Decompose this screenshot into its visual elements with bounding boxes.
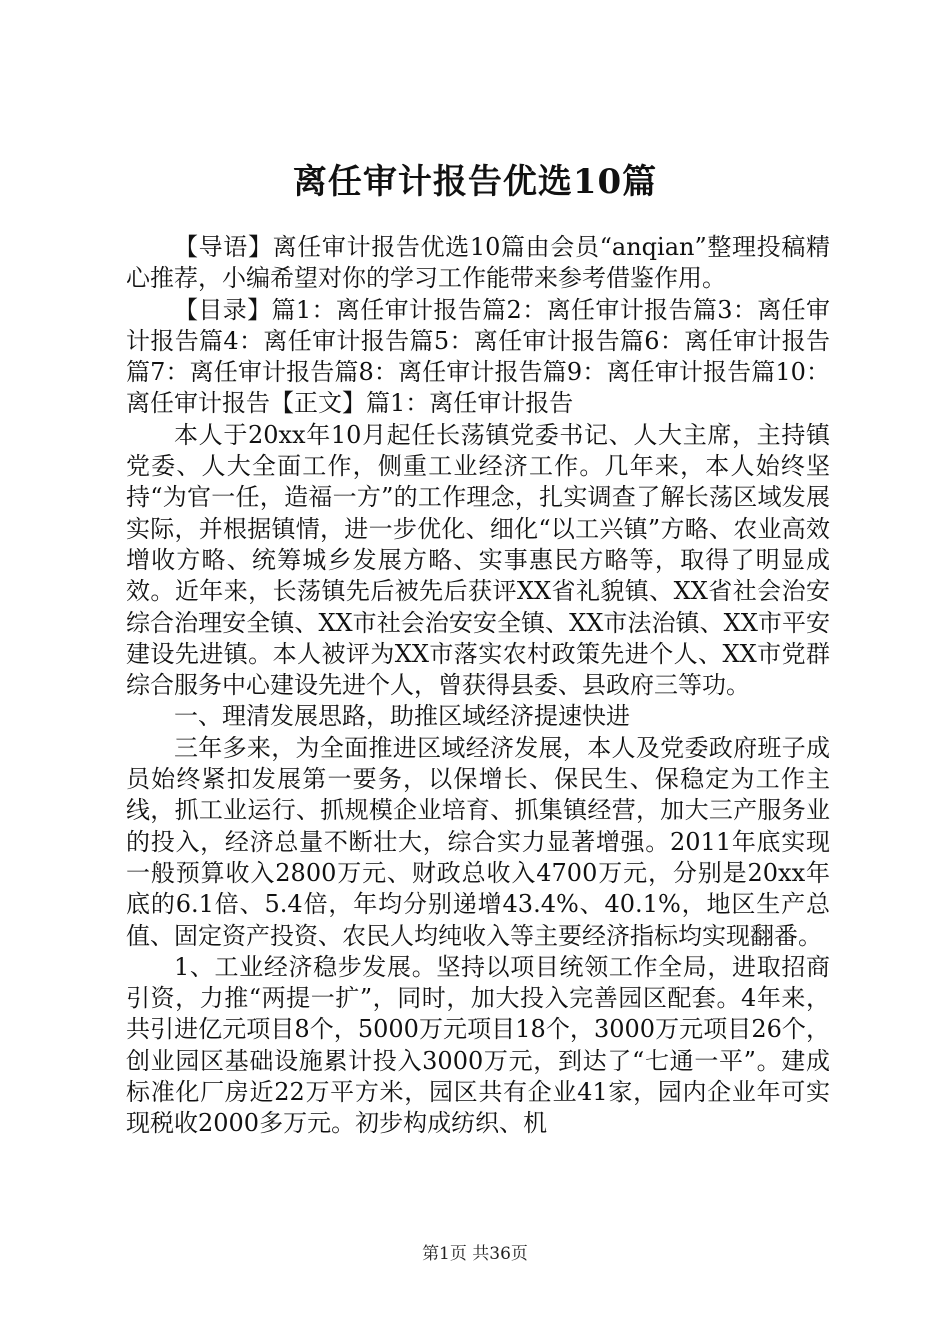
document-title: 离任审计报告优选10篇	[292, 162, 658, 202]
section-heading: 一、理清发展思路，助推区域经济提速快进	[174, 702, 630, 731]
body-paragraph: 1、工业经济稳步发展。坚持以项目统领工作全局，进取招商引资，力推“两提一扩”，同时，加大投入完善园区配套。4年来，共引进亿元项目8个，5000万元项目18个，3000万元项目26个，创业园区基础设施累计投入3000万元，到达了“七通一平”。建成标准化厂房近22万平方米，园区共有企业41家，园内企业年可实现税收2000多万元。初步构成纺织、机	[126, 952, 830, 1138]
intro-paragraph: 【导语】离任审计报告优选10篇由会员“anqian”整理投稿精心推荐，小编希望对你的学习工作能带来参考借鉴作用。	[126, 233, 830, 293]
body-paragraph: 三年多来，为全面推进区域经济发展，本人及党委政府班子成员始终紧扣发展第一要务，以保增长、保民生、保稳定为工作主线，抓工业运行、抓规模企业培育、抓集镇经营，加大三产服务业的投入，经济总量不断壮大，综合实力显著增强。2011年底实现一般预算收入2800万元、财政总收入4700万元，分别是20xx年底的6.1倍、5.4倍，年均分别递增43.4%、40.1%，地区生产总值、固定资产投资、农民人均纯收入等主要经济指标均实现翻番。	[126, 733, 830, 950]
document-body	[126, 232, 830, 1140]
page-number: 第1页 共36页	[422, 1244, 528, 1264]
toc-paragraph: 【目录】篇1：离任审计报告篇2：离任审计报告篇3：离任审计报告篇4：离任审计报告篇5：离任审计报告篇6：离任审计报告篇7：离任审计报告篇8：离任审计报告篇9：离任审计报告篇10：离任审计报告【正文】篇1：离任审计报告	[126, 295, 830, 418]
body-paragraph: 本人于20xx年10月起任长荡镇党委书记、人大主席，主持镇党委、人大全面工作，侧重工业经济工作。几年来，本人始终坚持“为官一任，造福一方”的工作理念，扎实调查了解长荡区域发展实际，并根据镇情，进一步优化、细化“以工兴镇”方略、农业高效增收方略、统筹城乡发展方略、实事惠民方略等，取得了明显成效。近年来，长荡镇先后被先后获评XX省礼貌镇、XX省社会治安综合治理安全镇、XX市社会治安安全镇、XX市法治镇、XX市平安建设先进镇。本人被评为XX市落实农村政策先进个人、XX市党群综合服务中心建设先进个人，曾获得县委、县政府三等功。	[126, 420, 830, 700]
